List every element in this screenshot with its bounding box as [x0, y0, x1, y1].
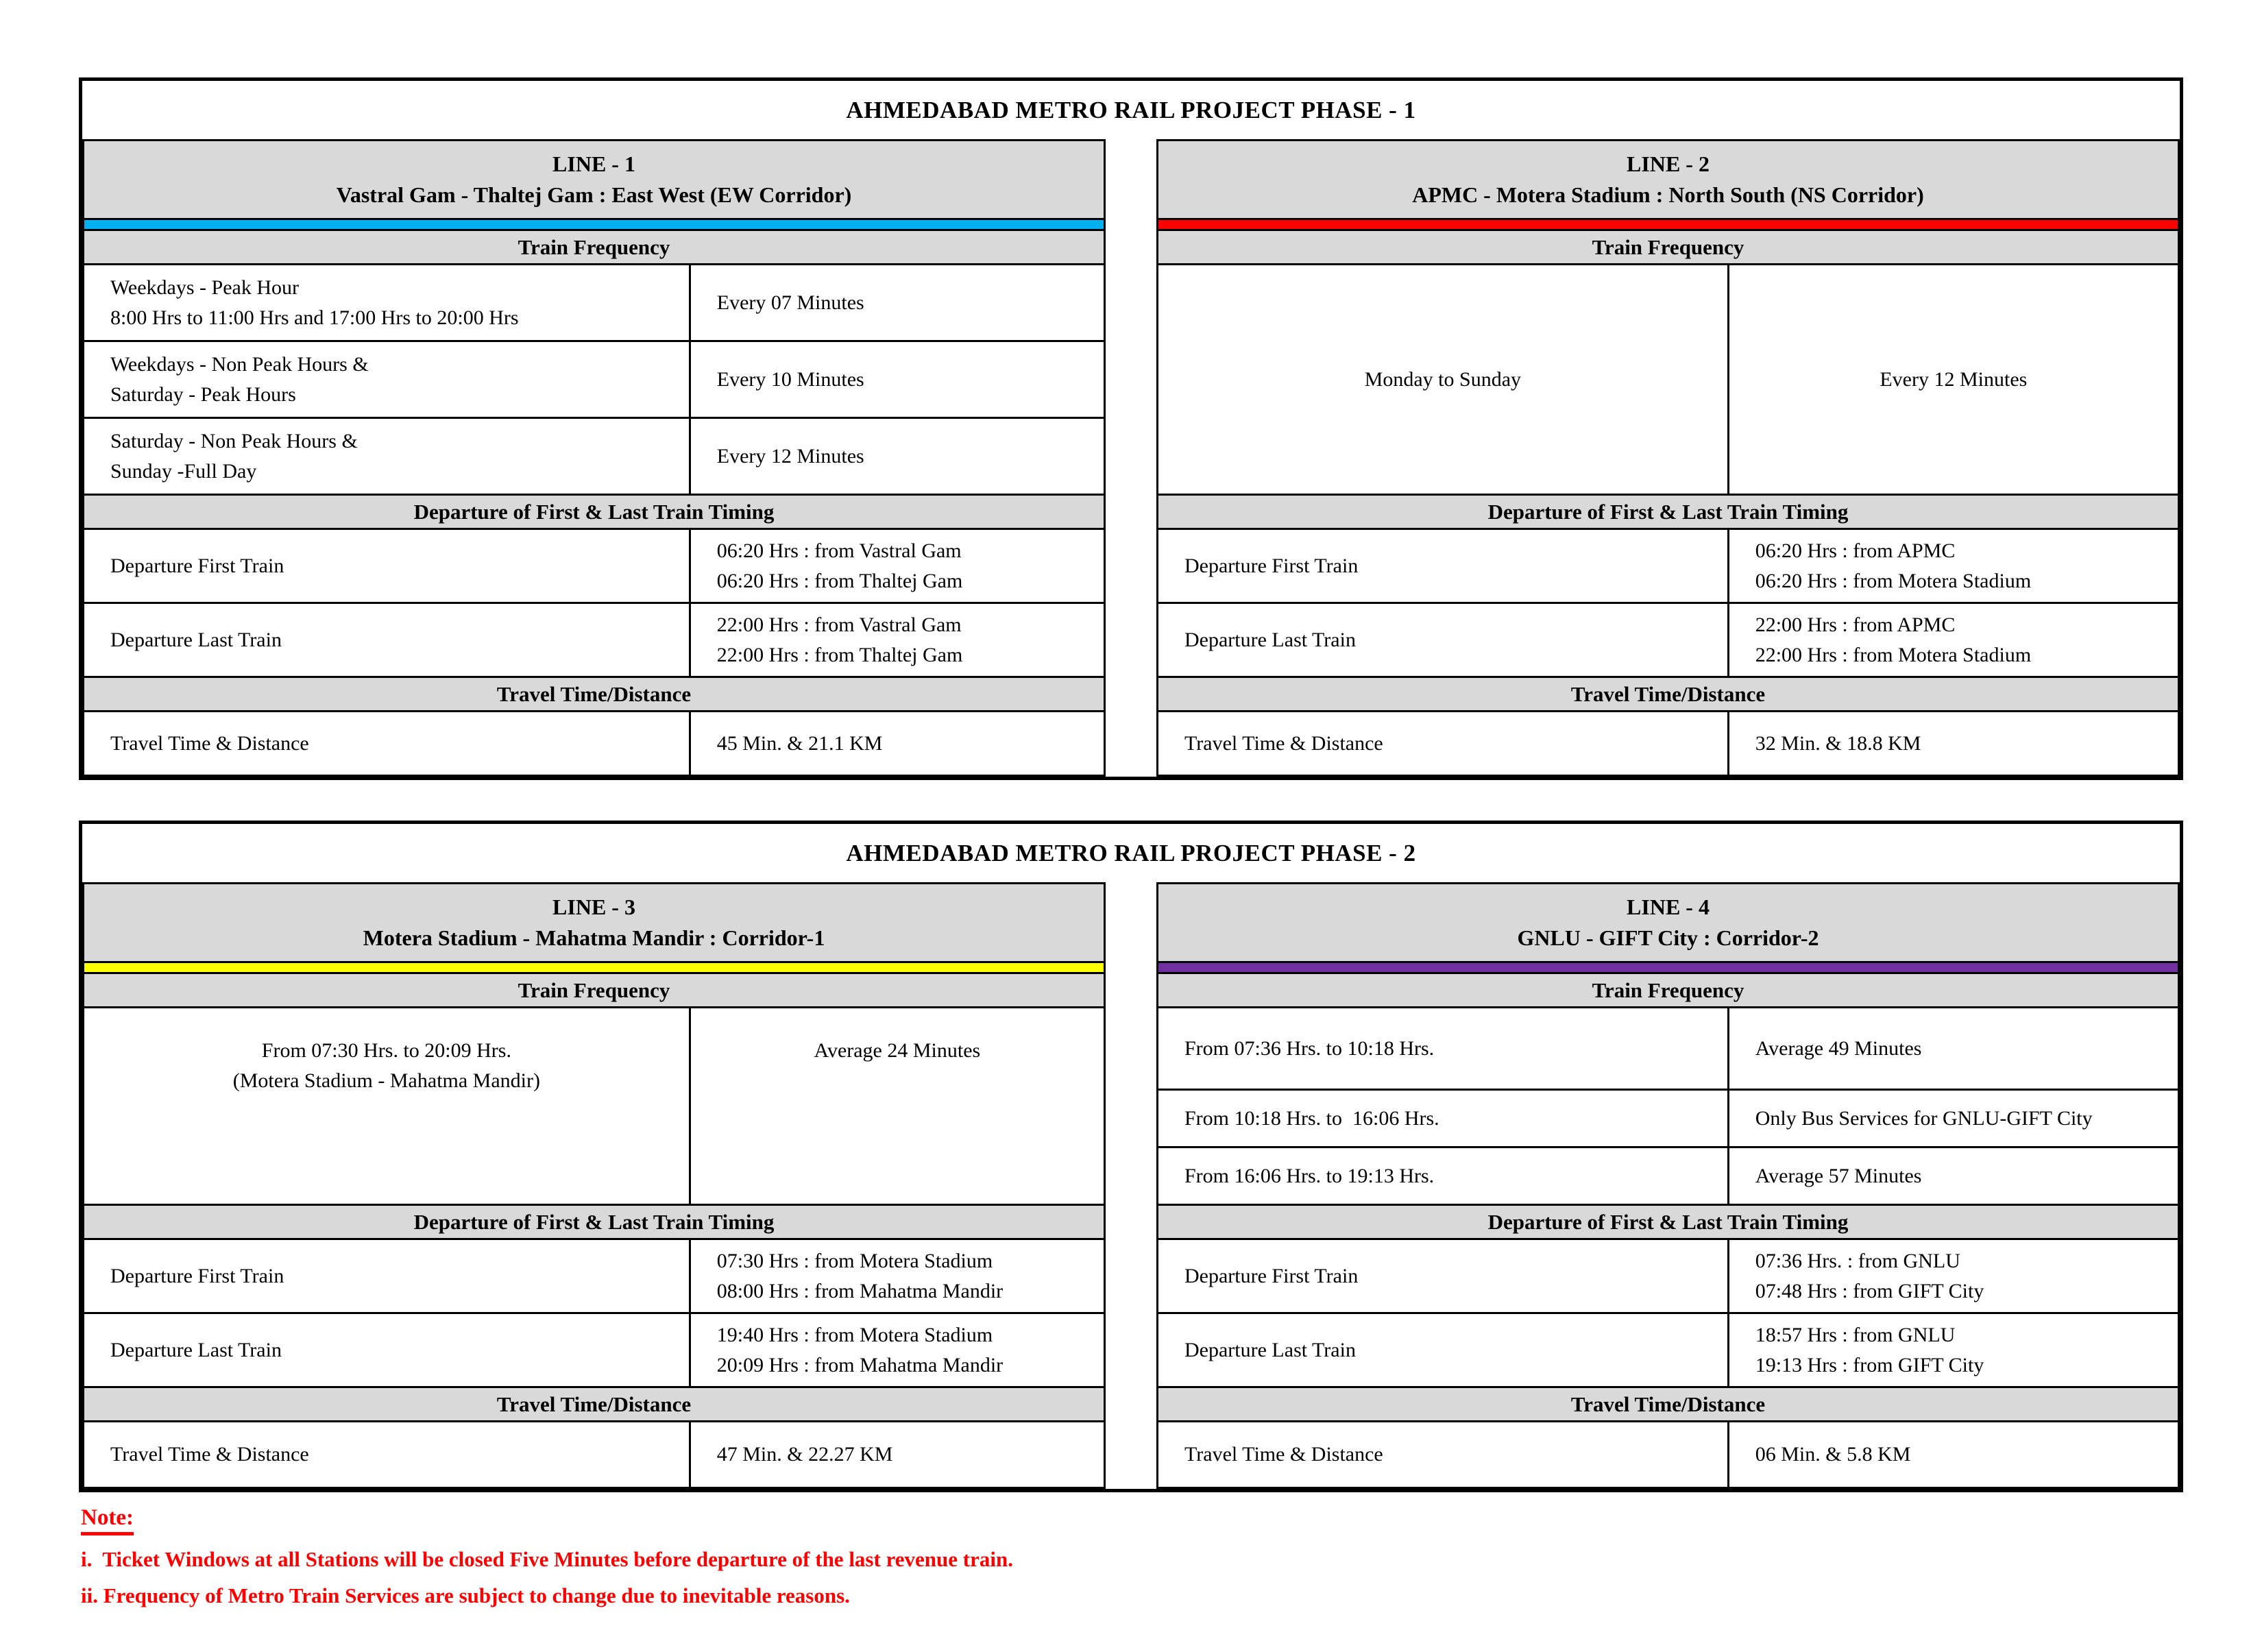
line1-travel-header: Travel Time/Distance: [84, 676, 1104, 710]
frequency-label: Weekdays - Peak Hour 8:00 Hrs to 11:00 Hrs and 17:00 Hrs to 20:00 Hrs: [84, 265, 691, 340]
frequency-label: Weekdays - Non Peak Hours & Saturday - Peak Hours: [84, 342, 691, 417]
line2-departure-header: Departure of First & Last Train Timing: [1158, 494, 2178, 528]
travel-label: Travel Time & Distance: [84, 1422, 691, 1487]
travel-label: Travel Time & Distance: [1158, 712, 1729, 775]
line1-header: [84, 141, 1104, 218]
line4-frequency-row: [1158, 1146, 2178, 1204]
line3-color-stripe: [84, 961, 1104, 972]
line4-departure-row: [1158, 1312, 2178, 1386]
frequency-label: Saturday - Non Peak Hours & Sunday -Full Day: [84, 419, 691, 494]
line4-travel-row: [1158, 1420, 2178, 1487]
departure-value: 06:20 Hrs : from Vastral Gam 06:20 Hrs : from Thaltej Gam: [716, 539, 963, 592]
departure-value: 19:40 Hrs : from Motera Stadium 20:09 Hrs : from Mahatma Mandir: [716, 1324, 1004, 1376]
note-section: [81, 1505, 2178, 1608]
frequency-value: Only Bus Services for GNLU-GIFT City: [1755, 1106, 2093, 1130]
line3-table: [82, 882, 1106, 1489]
frequency-value: Average 24 Minutes: [814, 1039, 981, 1062]
frequency-value: Every 07 Minutes: [716, 291, 864, 314]
departure-value: 22:00 Hrs : from Vastral Gam 22:00 Hrs : from Thaltej Gam: [716, 614, 963, 666]
travel-label: Travel Time & Distance: [84, 712, 691, 775]
departure-label: Departure Last Train: [1158, 1314, 1729, 1386]
line1-travel-row: [84, 710, 1104, 775]
departure-value: 06:20 Hrs : from APMC 06:20 Hrs : from Motera Stadium: [1755, 539, 2032, 592]
departure-value: 18:57 Hrs : from GNLU 19:13 Hrs : from GIFT City: [1755, 1324, 1984, 1376]
phase2-column-gap: [1106, 882, 1156, 1489]
line4-frequency-row: [1158, 1089, 2178, 1146]
line4-departure-header: Departure of First & Last Train Timing: [1158, 1204, 2178, 1238]
frequency-label: From 10:18 Hrs. to 16:06 Hrs.: [1158, 1091, 1729, 1146]
line3-header: [84, 884, 1104, 961]
line1-departure-row: [84, 602, 1104, 676]
line3-frequency-header: Train Frequency: [84, 972, 1104, 1006]
departure-label: Departure First Train: [84, 530, 691, 602]
phase1-title: AHMEDABAD METRO RAIL PROJECT PHASE - 1: [846, 96, 1416, 123]
line2-frequency-row: [1158, 263, 2178, 494]
line1-table: [82, 139, 1106, 777]
phase2-table: [79, 821, 2183, 1492]
line1-frequency-row: [84, 263, 1104, 340]
frequency-label: From 07:36 Hrs. to 10:18 Hrs.: [1158, 1008, 1729, 1089]
departure-label: Departure First Train: [1158, 1240, 1729, 1312]
departure-value: 22:00 Hrs : from APMC 22:00 Hrs : from Motera Stadium: [1755, 614, 2032, 666]
line2-departure-row: [1158, 602, 2178, 676]
line2-subtitle: APMC - Motera Stadium : North South (NS Corridor): [1412, 182, 1924, 208]
line1-frequency-header: Train Frequency: [84, 229, 1104, 263]
line4-header: [1158, 884, 2178, 961]
departure-value: 07:36 Hrs. : from GNLU 07:48 Hrs : from GIFT City: [1755, 1250, 1984, 1302]
line4-frequency-row: [1158, 1006, 2178, 1089]
line3-title: LINE - 3: [552, 894, 635, 919]
line2-color-stripe: [1158, 218, 2178, 229]
frequency-value: Average 57 Minutes: [1755, 1164, 1922, 1187]
departure-label: Departure First Train: [1158, 530, 1729, 602]
line2-header: [1158, 141, 2178, 218]
line3-departure-header: Departure of First & Last Train Timing: [84, 1204, 1104, 1238]
departure-label: Departure Last Train: [84, 604, 691, 676]
line4-title: LINE - 4: [1627, 894, 1710, 919]
line1-frequency-row: [84, 340, 1104, 417]
frequency-value: Every 12 Minutes: [1880, 367, 2028, 391]
frequency-label: Monday to Sunday: [1158, 265, 1729, 494]
frequency-value: Every 10 Minutes: [716, 367, 864, 391]
line1-color-stripe: [84, 218, 1104, 229]
travel-value: 32 Min. & 18.8 KM: [1755, 731, 1921, 755]
line4-frequency-header: Train Frequency: [1158, 972, 2178, 1006]
line2-table: [1156, 139, 2180, 777]
line2-departure-row: [1158, 528, 2178, 602]
line3-subtitle: Motera Stadium - Mahatma Mandir : Corridor-1: [363, 925, 825, 951]
line2-frequency-header: Train Frequency: [1158, 229, 2178, 263]
frequency-value: Average 49 Minutes: [1755, 1036, 1922, 1060]
travel-value: 06 Min. & 5.8 KM: [1755, 1443, 1911, 1466]
departure-label: Departure First Train: [84, 1240, 691, 1312]
travel-value: 45 Min. & 21.1 KM: [716, 731, 883, 755]
line3-travel-header: Travel Time/Distance: [84, 1386, 1104, 1420]
line3-departure-row: [84, 1312, 1104, 1386]
travel-value: 47 Min. & 22.27 KM: [716, 1443, 893, 1466]
note-item-1: i. Ticket Windows at all Stations will be closed Five Minutes before departure of the last revenue train.: [81, 1547, 1013, 1571]
line4-color-stripe: [1158, 961, 2178, 972]
line3-departure-row: [84, 1238, 1104, 1312]
phase1-columns: [82, 139, 2180, 777]
line2-travel-row: [1158, 710, 2178, 775]
frequency-label: From 16:06 Hrs. to 19:13 Hrs.: [1158, 1148, 1729, 1204]
line1-frequency-row: [84, 417, 1104, 494]
line3-frequency-row: [84, 1006, 1104, 1204]
line2-travel-header: Travel Time/Distance: [1158, 676, 2178, 710]
phase1-table: [79, 77, 2183, 780]
line2-title: LINE - 2: [1627, 151, 1710, 176]
line1-departure-row: [84, 528, 1104, 602]
note-heading: Note:: [81, 1505, 134, 1535]
frequency-value: Every 12 Minutes: [716, 444, 864, 467]
phase2-title: AHMEDABAD METRO RAIL PROJECT PHASE - 2: [846, 839, 1416, 866]
line4-table: [1156, 882, 2180, 1489]
line4-departure-row: [1158, 1238, 2178, 1312]
line4-subtitle: GNLU - GIFT City : Corridor-2: [1517, 925, 1819, 951]
line1-title: LINE - 1: [552, 151, 635, 176]
travel-label: Travel Time & Distance: [1158, 1422, 1729, 1487]
line3-travel-row: [84, 1420, 1104, 1487]
note-item-2: ii. Frequency of Metro Train Services are subject to change due to inevitable reasons.: [81, 1583, 850, 1607]
phase2-columns: [82, 882, 2180, 1489]
departure-label: Departure Last Train: [84, 1314, 691, 1386]
line1-departure-header: Departure of First & Last Train Timing: [84, 494, 1104, 528]
line1-subtitle: Vastral Gam - Thaltej Gam : East West (EW Corridor): [336, 182, 852, 208]
departure-value: 07:30 Hrs : from Motera Stadium 08:00 Hrs : from Mahatma Mandir: [716, 1250, 1004, 1302]
departure-label: Departure Last Train: [1158, 604, 1729, 676]
phase1-column-gap: [1106, 139, 1156, 777]
frequency-label: From 07:30 Hrs. to 20:09 Hrs. (Motera Stadium - Mahatma Mandir): [84, 1008, 691, 1204]
line4-travel-header: Travel Time/Distance: [1158, 1386, 2178, 1420]
